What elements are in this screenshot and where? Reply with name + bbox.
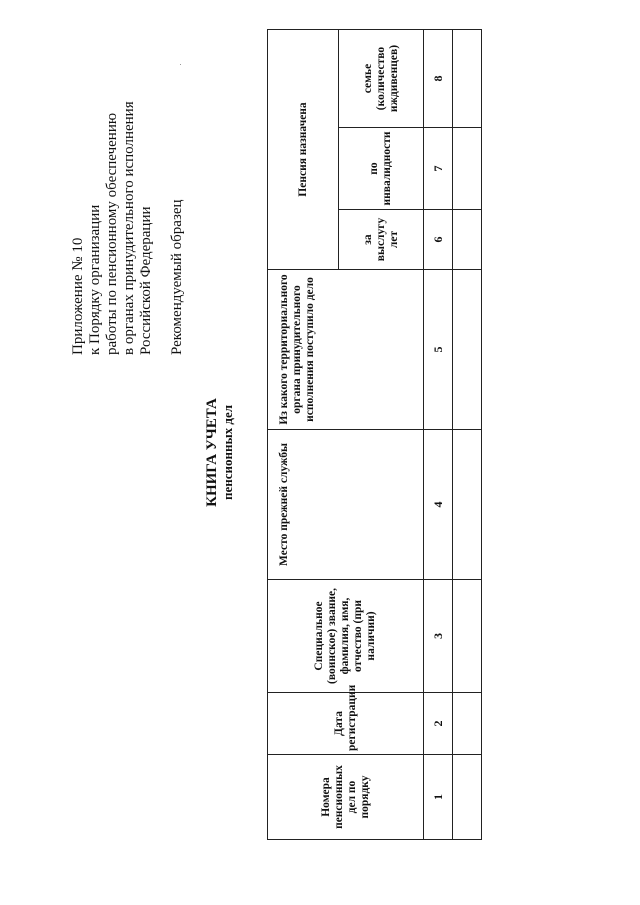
appendix-line: к Порядку организации — [87, 204, 103, 355]
header-cell: Номера пенсионных дел по порядку — [268, 755, 424, 840]
header-subcell: за выслугу лет — [339, 210, 424, 270]
empty-cell — [453, 128, 482, 210]
recommended-sample-label: Рекомендуемый образец — [169, 199, 185, 355]
empty-row — [453, 30, 482, 840]
empty-cell — [453, 210, 482, 270]
empty-cell — [453, 430, 482, 580]
pension-group-header: Пенсия назначена — [268, 30, 339, 270]
column-number: 7 — [424, 128, 453, 210]
appendix-stamp — [70, 55, 186, 355]
title-main: КНИГА УЧЕТА — [204, 398, 220, 507]
appendix-number: Приложение № 10 — [70, 237, 86, 355]
header-subcell: по инвалидности — [339, 128, 424, 210]
column-number: 5 — [424, 270, 453, 430]
header-row — [268, 30, 339, 840]
column-number: 2 — [424, 693, 453, 755]
column-number-row — [424, 30, 453, 840]
document-title — [204, 0, 236, 905]
header-cell: Дата регистрации — [268, 693, 424, 755]
empty-cell — [453, 755, 482, 840]
column-number: 8 — [424, 30, 453, 128]
column-number: 3 — [424, 580, 453, 693]
pension-ledger-table — [267, 29, 482, 840]
empty-cell — [453, 580, 482, 693]
appendix-line: работы по пенсионному обеспечению — [104, 112, 120, 355]
header-cell: Специальное (воинское) звание, фамилия, имя, отчество (при наличии) — [268, 580, 424, 693]
empty-cell — [453, 693, 482, 755]
title-sub: пенсионных дел — [220, 404, 235, 501]
column-number: 1 — [424, 755, 453, 840]
header-subcell: семье (количество иждивенцев) — [339, 30, 424, 128]
scan-speck — [180, 64, 181, 65]
header-cell: Место прежней службы — [268, 430, 424, 580]
column-number: 4 — [424, 430, 453, 580]
empty-cell — [453, 30, 482, 128]
empty-cell — [453, 270, 482, 430]
appendix-line: Российской Федерации — [138, 206, 154, 355]
header-cell: Из какого территориального органа принудительного исполнения поступило дело — [268, 270, 424, 430]
column-number: 6 — [424, 210, 453, 270]
appendix-line: в органах принудительного исполнения — [121, 101, 137, 355]
